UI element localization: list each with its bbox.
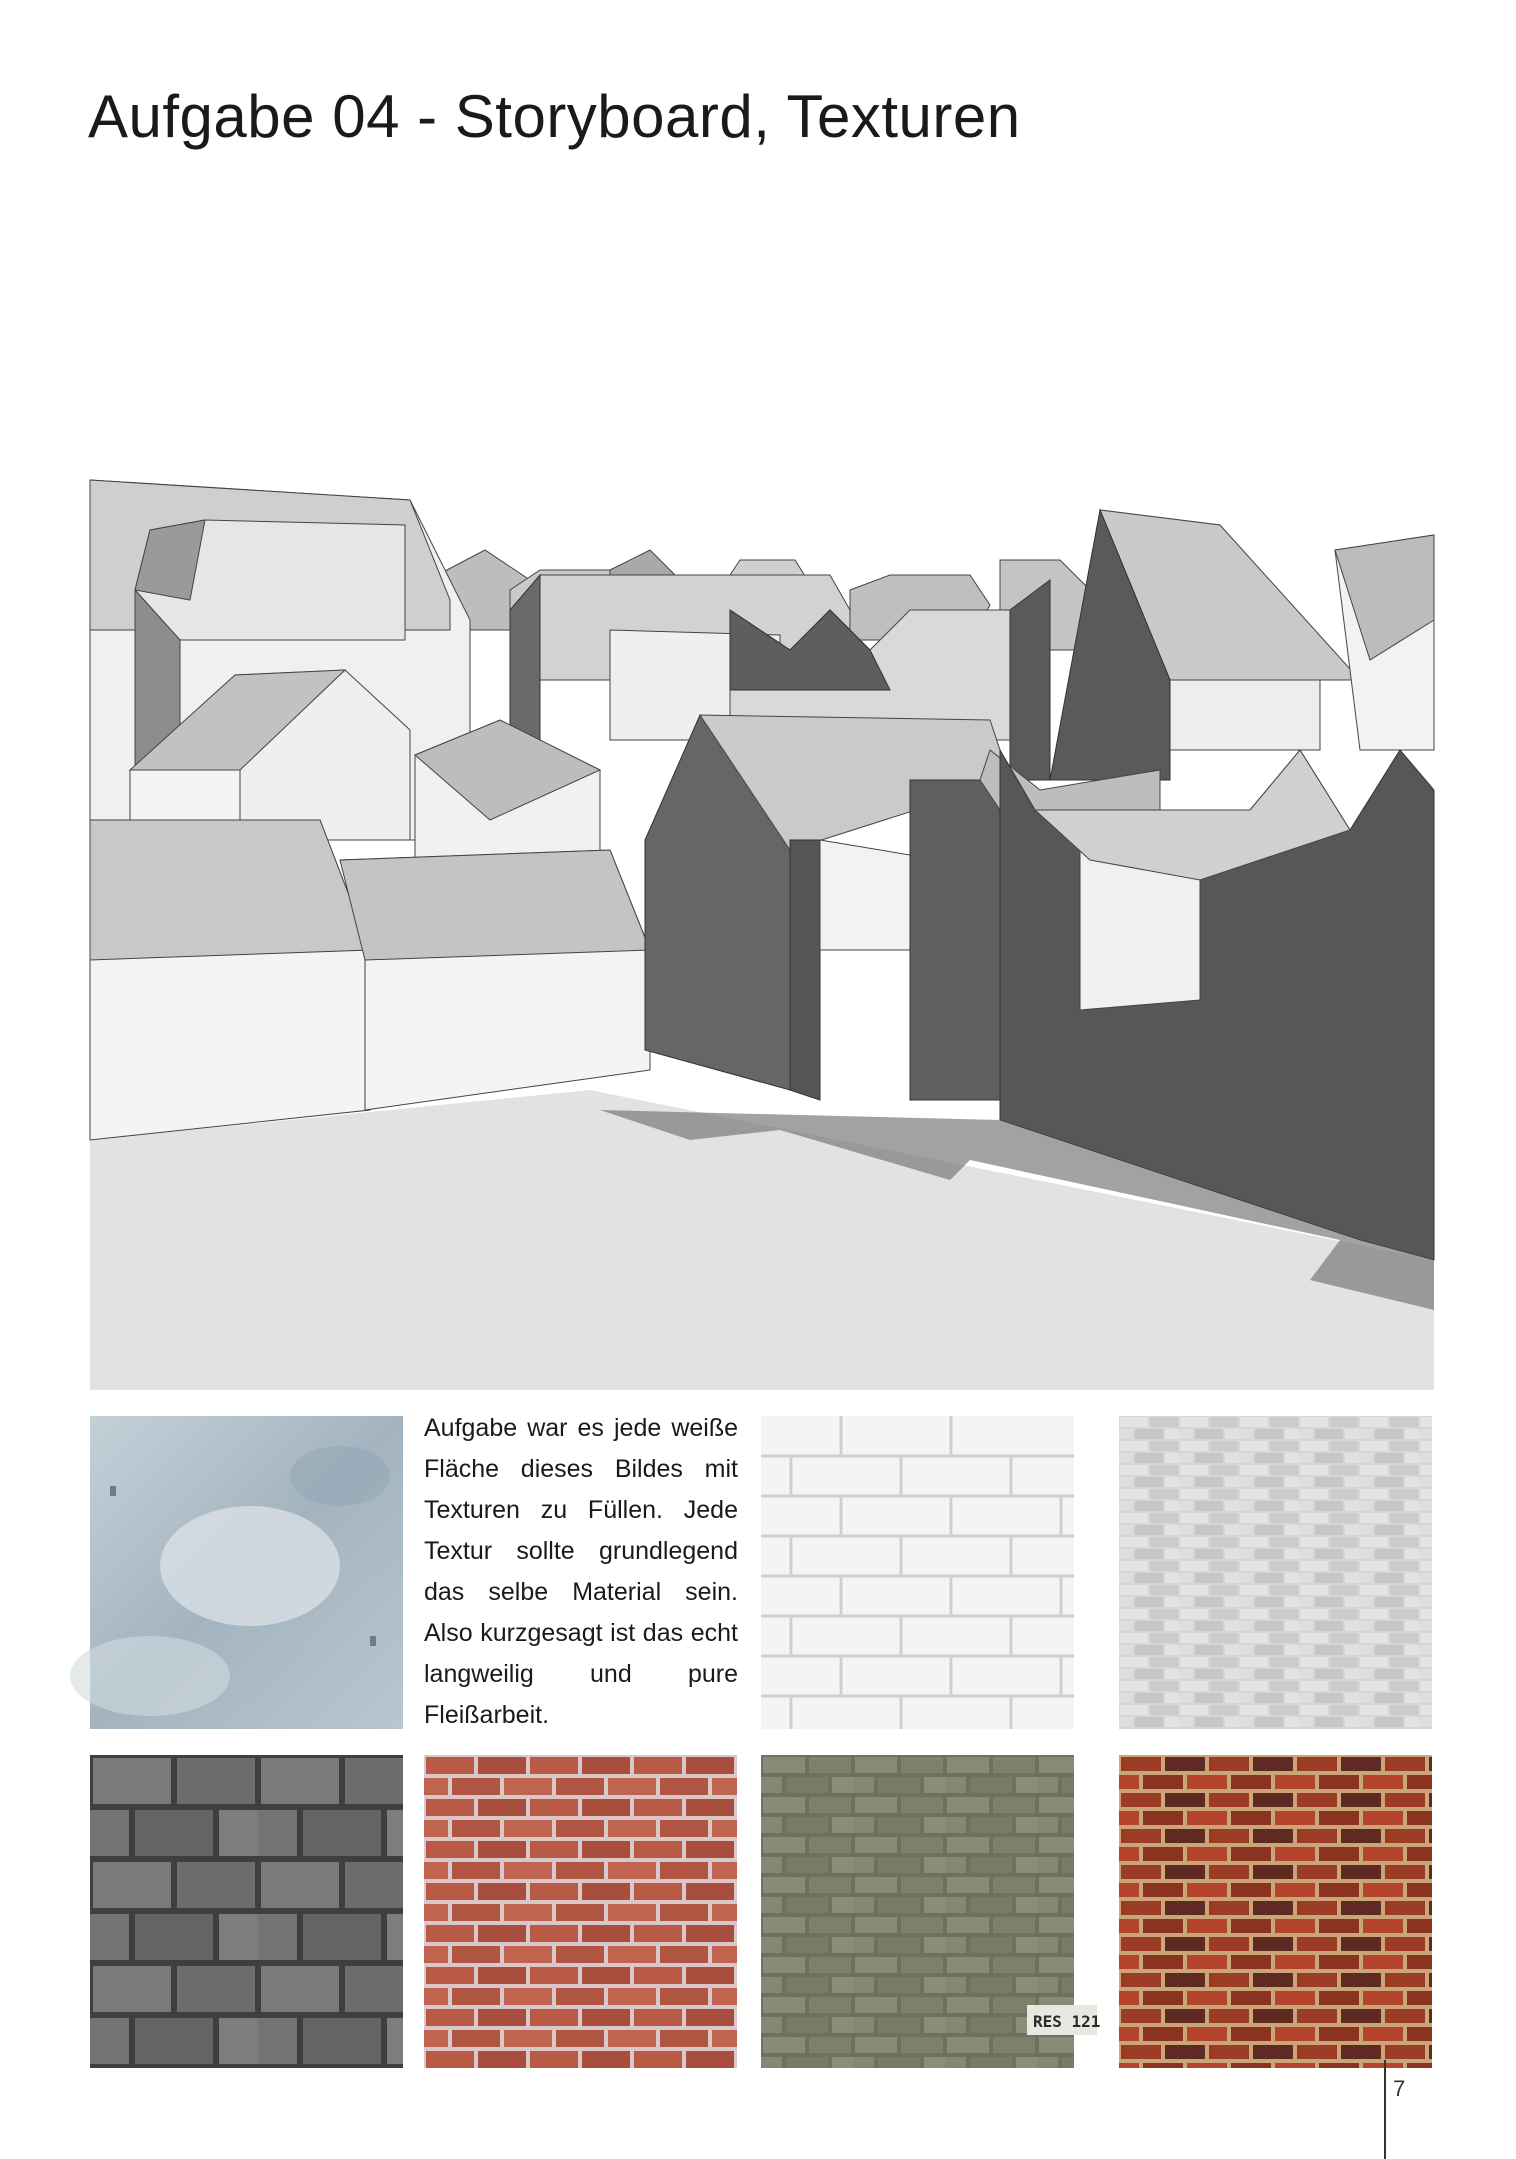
page-number-rule	[1384, 2060, 1386, 2159]
page-title: Aufgabe 04 - Storyboard, Texturen	[88, 83, 1021, 150]
town-scene	[90, 480, 1434, 1390]
texture-olive-grey-brick	[761, 1755, 1101, 2068]
wall-sign-text: RES 121	[1033, 2012, 1101, 2031]
texture-red-brick	[424, 1755, 737, 2068]
texture-light-grey-brick	[1119, 1416, 1432, 1729]
page-number: 7	[1393, 2076, 1406, 2101]
storyboard-image	[90, 480, 1434, 1390]
texture-concrete	[90, 1416, 403, 1729]
texture-old-red-brick	[1119, 1755, 1432, 2068]
description-text: Aufgabe war es jede weiße Fläche dieses Bildes mit Texturen zu Füllen. Jede Textur sollte grundlegend das selbe Material sein. Also kurzgesagt ist das echt langweilig und pure Fleißarbeit.	[424, 1414, 738, 1729]
texture-white-painted-brick	[761, 1416, 1074, 1729]
texture-grey-stone-blocks	[90, 1755, 403, 2068]
wall-sign	[1027, 2005, 1100, 2035]
